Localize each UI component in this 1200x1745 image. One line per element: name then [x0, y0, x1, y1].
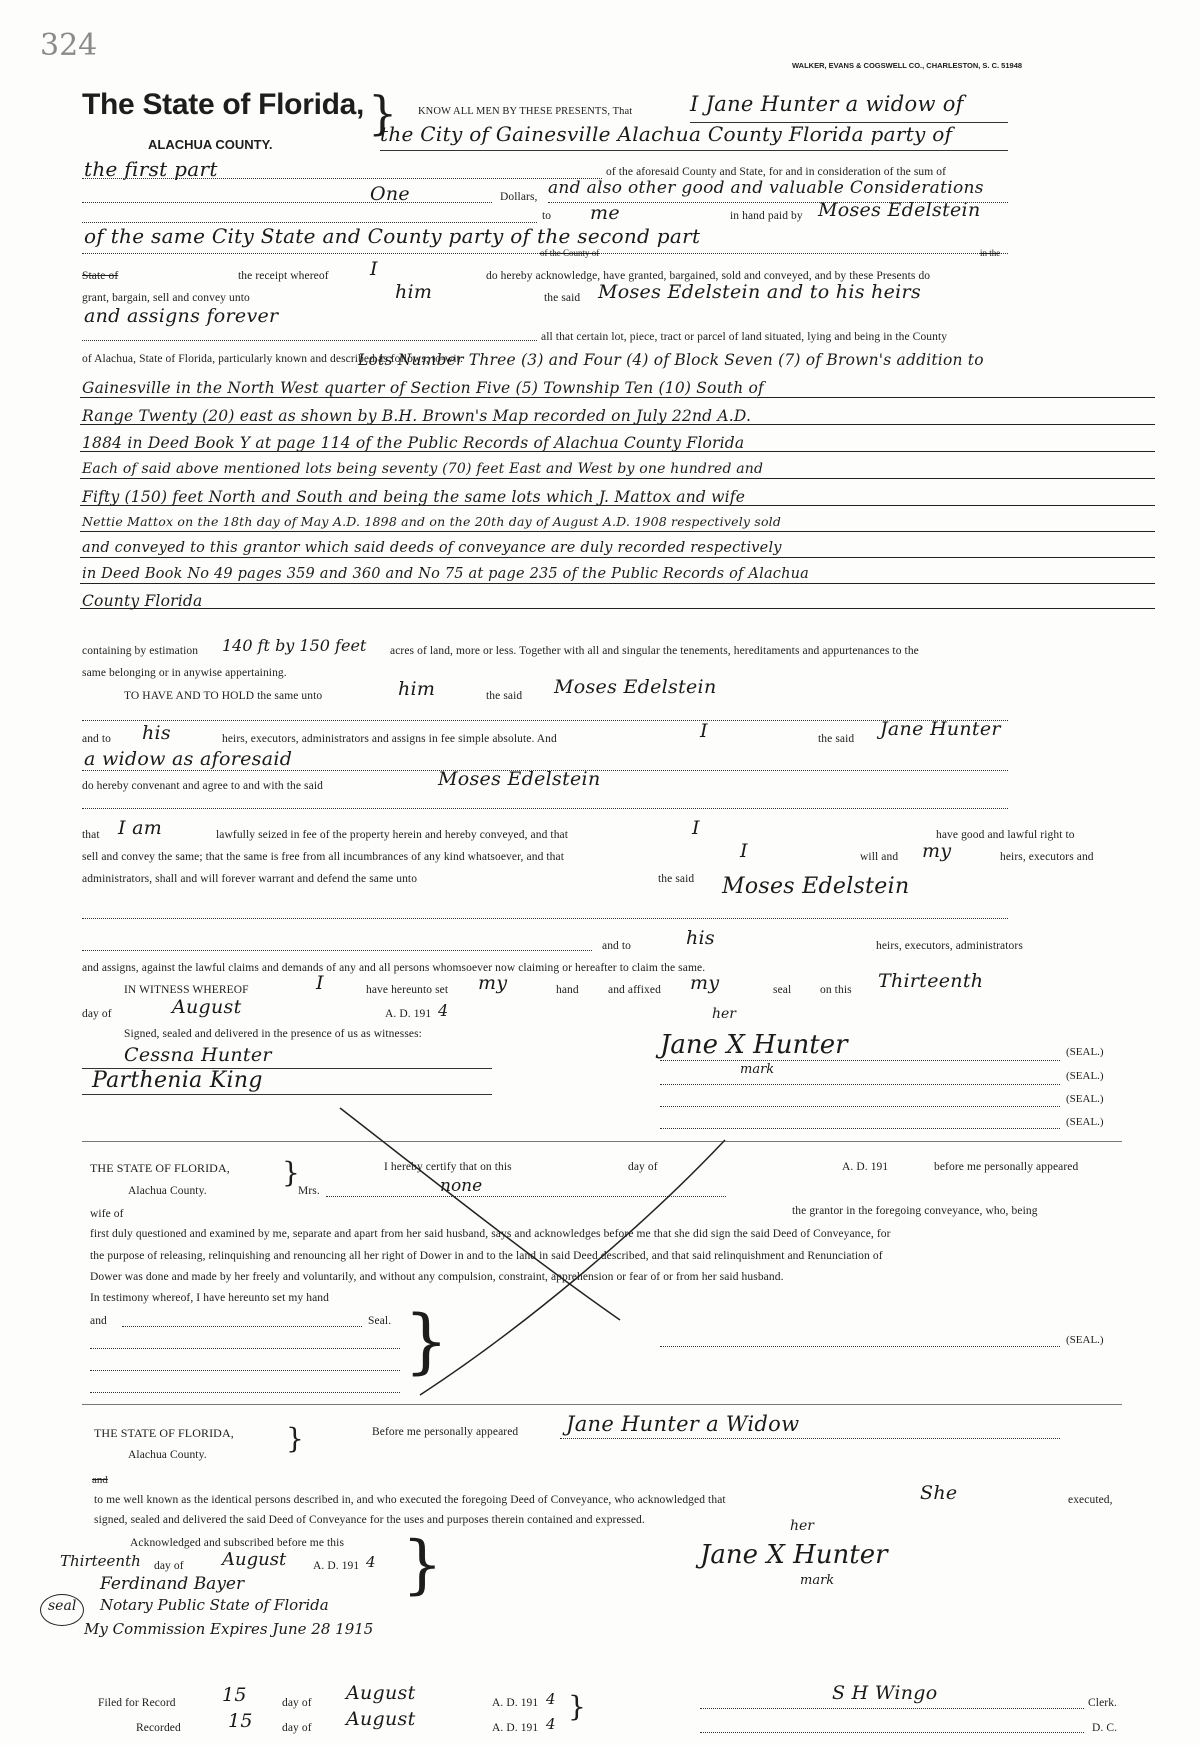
of-alachua-text: of Alachua, State of Florida, particularly known and described as follows, to-wit: — [82, 353, 464, 365]
notary-commission: My Commission Expires June 28 1915 — [84, 1620, 374, 1638]
description-line: County Florida — [82, 592, 203, 610]
filed-day: 15 — [222, 1684, 247, 1706]
acknowledge-text: do hereby acknowledge, have granted, bargained, sold and conveyed, and by these Presents do — [486, 270, 931, 282]
grantor-line3: the first part — [84, 157, 218, 181]
filed-month: August — [346, 1682, 416, 1704]
ack-mark: mark — [800, 1573, 835, 1588]
dower-mrs: Mrs. — [298, 1185, 320, 1197]
ack-brace-2: } — [402, 1528, 443, 1602]
witness-I: I — [316, 972, 324, 994]
habendum-grantor: Jane Hunter — [880, 718, 1001, 740]
amount: One — [370, 183, 410, 205]
dower-p3: Dower was done and made by her freely and voluntarily, and without any compulsion, constraint, apprehension or fear of or from her said husband. — [90, 1271, 784, 1283]
party-second: of the same City State and County party of the second part — [84, 224, 701, 248]
seal-on: seal — [773, 984, 792, 996]
description-line: Range Twenty (20) east as shown by B.H. Brown's Map recorded on July 22nd A.D. — [82, 407, 752, 425]
sell-text: sell and convey the same; that the same is free from all incumbrances of any kind whatsoever, and that — [82, 851, 565, 863]
filed-label: Filed for Record — [98, 1697, 176, 1709]
dc-label: D. C. — [1092, 1722, 1118, 1734]
containing-label: containing by estimation — [82, 645, 199, 657]
will-and: will and — [860, 851, 899, 863]
dower-seal: (SEAL.) — [1066, 1334, 1104, 1346]
dower-certify: I hereby certify that on this — [384, 1161, 512, 1173]
witness-year: 4 — [438, 1001, 449, 1020]
filed-year: 4 — [546, 1690, 556, 1708]
ack-executed: executed, — [1068, 1494, 1113, 1506]
warranty-heirs2: heirs, executors, administrators — [876, 940, 1023, 952]
seal-3: (SEAL.) — [1066, 1093, 1104, 1105]
dower-day-of: day of — [628, 1161, 658, 1173]
warranty-I: I — [692, 817, 700, 839]
ack-county: Alachua County. — [128, 1449, 207, 1461]
filed-day-of: day of — [282, 1697, 312, 1709]
warranty-the-said: the said — [658, 873, 695, 885]
the-said-label: the said — [544, 292, 581, 304]
day-of-label: day of — [82, 1008, 112, 1020]
to-me: me — [590, 202, 620, 224]
that-label: that — [82, 829, 100, 841]
receipt-label: the receipt whereof — [238, 270, 329, 282]
recorded-month: August — [346, 1708, 416, 1730]
description-line: Lots Number Three (3) and Four (4) of Block Seven (7) of Brown's addition to — [358, 351, 984, 369]
description-line: Each of said above mentioned lots being seventy (70) feet East and West by one hundred and — [82, 461, 764, 477]
other-consideration: and also other good and valuable Considerations — [548, 178, 984, 198]
said-grantee: Moses Edelstein and to his heirs — [598, 281, 921, 303]
recorded-day: 15 — [228, 1710, 253, 1732]
dower-seal-word: Seal. — [368, 1315, 392, 1327]
dower-state: THE STATE OF FLORIDA, — [90, 1161, 230, 1175]
admin-text: administrators, shall and will forever warrant and defend the same unto — [82, 873, 418, 885]
dower-and: and — [90, 1315, 107, 1327]
on-this: on this — [820, 984, 852, 996]
warranty-my: my — [922, 840, 952, 862]
witness-ad: A. D. 191 — [385, 1008, 432, 1020]
affixed-label: and affixed — [608, 984, 661, 996]
containing-value: 140 ft by 150 feet — [222, 636, 367, 655]
know-all-text: KNOW ALL MEN BY THESE PRESENTS, That — [418, 106, 633, 117]
in-witness: IN WITNESS WHEREOF — [124, 984, 249, 996]
habendum-the-said: the said — [486, 690, 523, 702]
page-number: 324 — [40, 28, 98, 63]
recorded-ad: A. D. 191 — [492, 1722, 539, 1734]
dower-county: Alachua County. — [128, 1185, 207, 1197]
description-line: and conveyed to this grantor which said deeds of conveyance are duly recorded respectively — [82, 540, 782, 556]
acres-text: acres of land, more or less. Together with all and singular the tenements, hereditaments and appurtenances to the — [390, 645, 919, 657]
ack-she: She — [920, 1482, 958, 1504]
seal-2: (SEAL.) — [1066, 1070, 1104, 1082]
ack-year: 4 — [366, 1553, 376, 1571]
covenant-grantee: Moses Edelstein — [438, 768, 601, 790]
habendum-grantee: Moses Edelstein — [554, 676, 717, 698]
witness-day: Thirteenth — [878, 970, 984, 992]
ack-subscribed: Acknowledged and subscribed before me this — [130, 1537, 345, 1549]
printer-imprint: WALKER, EVANS & COGSWELL CO., CHARLESTON, S. C. 51948 — [792, 61, 1023, 70]
same-belonging: same belonging or in anywise appertaining. — [82, 667, 287, 679]
description-line: Gainesville in the North West quarter of Section Five (5) Township Ten (10) South of — [82, 379, 764, 397]
seal-4: (SEAL.) — [1066, 1116, 1104, 1128]
warranty-am: I am — [118, 817, 163, 839]
dower-brace-2: } — [404, 1300, 449, 1382]
ack-known: to me well known as the identical persons described in, and who executed the foregoing Deed of Conveyance, who acknowledged that — [94, 1494, 726, 1506]
ack-ad: A. D. 191 — [313, 1560, 360, 1572]
seal-1: (SEAL.) — [1066, 1046, 1104, 1058]
warranty-and-to: and to — [602, 940, 632, 952]
notary-title: Notary Public State of Florida — [100, 1596, 329, 1614]
witness-mark: mark — [740, 1062, 775, 1077]
state-of-struck: State of — [82, 270, 119, 282]
recorded-day-of: day of — [282, 1722, 312, 1734]
description-line: Fifty (150) feet North and South and being the same lots which J. Mattox and wife — [82, 488, 746, 506]
recorded-year: 4 — [546, 1715, 556, 1733]
ack-state: THE STATE OF FLORIDA, — [94, 1426, 234, 1440]
grant-text: grant, bargain, sell and convey unto — [82, 292, 250, 304]
description-line: 1884 in Deed Book Y at page 114 of the Public Records of Alachua County Florida — [82, 434, 745, 452]
notary-name: Ferdinand Bayer — [100, 1574, 245, 1594]
county-state-text: of the aforesaid County and State, for and in consideration of the sum of — [606, 166, 947, 178]
county-heading: ALACHUA COUNTY. — [148, 137, 273, 152]
habendum-I: I — [700, 720, 708, 742]
ack-appeared: Jane Hunter a Widow — [566, 1412, 800, 1436]
witness-my: my — [478, 972, 508, 994]
grantor-signature: Jane X Hunter — [660, 1030, 848, 1060]
dower-brace: } — [282, 1156, 300, 1189]
witness-2: Parthenia King — [92, 1068, 263, 1093]
ack-day-of: day of — [154, 1560, 184, 1572]
dower-before: before me personally appeared — [934, 1161, 1079, 1173]
covenant-text: do hereby convenant and agree to and with the said — [82, 780, 323, 792]
ack-and-struck: and — [92, 1474, 108, 1486]
recorded-label: Recorded — [136, 1722, 181, 1734]
grantor-line2: the City of Gainesville Alachua County Florida party of — [380, 122, 953, 146]
description-line: Nettie Mattox on the 18th day of May A.D. 1898 and on the 20th day of August A.D. 1908 respectively sold — [82, 514, 782, 529]
clerk-signature: S H Wingo — [832, 1682, 938, 1704]
state-heading: The State of Florida, — [82, 88, 365, 121]
ack-before: Before me personally appeared — [372, 1426, 519, 1438]
warranty-grantee: Moses Edelstein — [722, 874, 910, 899]
in-hand-label: in hand paid by — [730, 210, 803, 222]
have-set: have hereunto set — [366, 984, 449, 996]
witness-1: Cessna Hunter — [124, 1044, 272, 1066]
dower-wife: wife of — [90, 1208, 124, 1220]
habendum-widow: a widow as aforesaid — [84, 748, 293, 770]
notary-seal-text: seal — [48, 1598, 77, 1614]
dower-grantor: the grantor in the foregoing conveyance, who, being — [792, 1205, 1038, 1217]
in-the-struck: in the — [980, 248, 1001, 258]
assigns-forever: and assigns forever — [84, 305, 279, 327]
habendum-his: his — [142, 722, 171, 744]
ack-signature: Jane X Hunter — [700, 1540, 888, 1570]
and-to-label: and to — [82, 733, 112, 745]
filed-ad: A. D. 191 — [492, 1697, 539, 1709]
habendum-him: him — [398, 678, 436, 700]
all-that-text: all that certain lot, piece, tract or parcel of land situated, lying and being in the County — [541, 331, 948, 343]
warranty-I2: I — [740, 840, 748, 862]
clerk-label: Clerk. — [1088, 1697, 1118, 1709]
assigns-text: and assigns, against the lawful claims and demands of any and all persons whomsoever now claiming or hereafter to claim the same. — [82, 962, 706, 974]
warranty-heirs: heirs, executors and — [1000, 851, 1094, 863]
paid-by: Moses Edelstein — [818, 199, 981, 221]
warranty-his: his — [686, 927, 715, 949]
ack-brace: } — [286, 1422, 304, 1455]
dower-ad: A. D. 191 — [842, 1161, 889, 1173]
of-county-struck: of the County of — [540, 248, 600, 258]
receipt-I: I — [370, 258, 378, 280]
description-line: in Deed Book No 49 pages 359 and 360 and No 75 at page 235 of the Public Records of Alachua — [82, 566, 810, 582]
dower-testimony: In testimony whereof, I have hereunto set my hand — [90, 1292, 329, 1304]
good-right: have good and lawful right to — [936, 829, 1075, 841]
habendum-heirs: heirs, executors, administrators and assigns in fee simple absolute. And — [222, 733, 557, 745]
dower-p1: first duly questioned and examined by me, separate and apart from her said husband, says and acknowledges before me that she did sign the said Deed of Conveyance, for — [90, 1228, 891, 1240]
heading-brace: } — [368, 86, 398, 140]
dower-p2: the purpose of releasing, relinquishing and renouncing all her right of Dower in and to the land in said Deed described, and that said relinquishment and Renunciation of — [90, 1250, 883, 1262]
ack-signed: signed, sealed and delivered the said Deed of Conveyance for the uses and purposes therein contained and expressed. — [94, 1514, 645, 1526]
habendum-the-said2: the said — [818, 733, 855, 745]
dollars-label: Dollars, — [500, 191, 538, 203]
to-label: to — [542, 210, 552, 222]
dower-none: none — [440, 1176, 483, 1196]
signed-text: Signed, sealed and delivered in the presence of us as witnesses: — [124, 1028, 422, 1040]
grantor-line1: I Jane Hunter a widow of — [690, 92, 964, 116]
ack-month: August — [222, 1549, 287, 1570]
ack-day: Thirteenth — [60, 1552, 141, 1570]
hand-label: hand — [556, 984, 579, 996]
witness-my2: my — [690, 972, 720, 994]
convey-unto: him — [395, 281, 433, 303]
record-brace: } — [568, 1690, 586, 1723]
witness-month: August — [172, 996, 242, 1018]
witness-her: her — [712, 1006, 736, 1022]
to-have-label: TO HAVE AND TO HOLD the same unto — [124, 690, 323, 702]
seized-text: lawfully seized in fee of the property herein and hereby conveyed, and that — [216, 829, 569, 841]
ack-her: her — [790, 1518, 814, 1534]
